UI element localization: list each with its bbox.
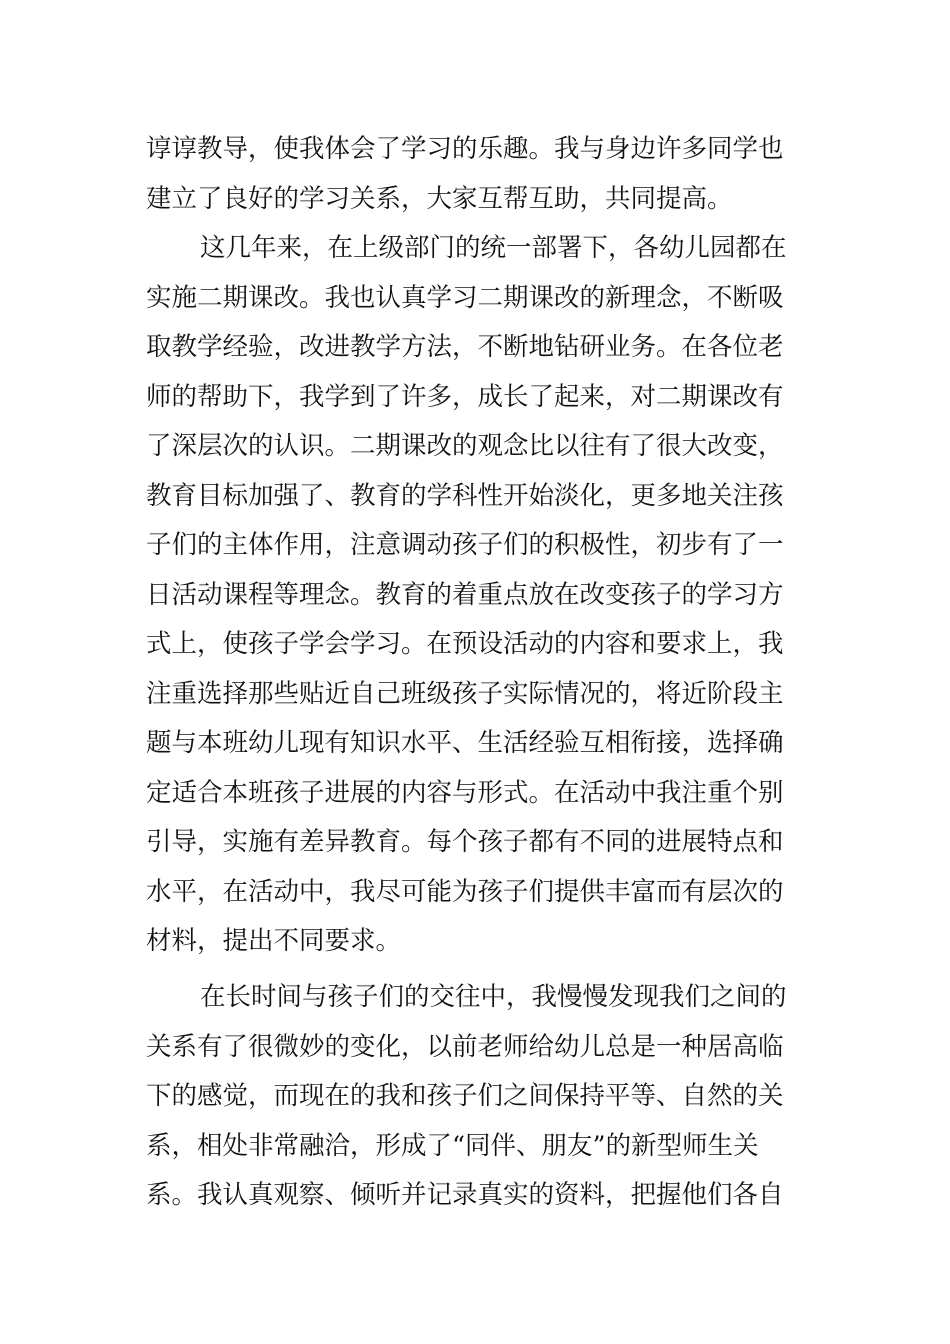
- text-line: 式上，使孩子学会学习。在预设活动的内容和要求上，我: [146, 629, 784, 659]
- text-line: 谆谆教导，使我体会了学习的乐趣。我与身边许多同学也: [146, 134, 784, 164]
- text-line-indented: 这几年来，在上级部门的统一部署下，各幼儿园都在: [200, 233, 787, 263]
- text-line: 定适合本班孩子进展的内容与形式。在活动中我注重个别: [146, 777, 784, 808]
- text-line: 实施二期课改。我也认真学习二期课改的新理念，不断吸: [146, 282, 784, 313]
- text-line: 系，相处非常融洽，形成了“同伴、朋友”的新型师生关: [146, 1130, 759, 1161]
- text-line: 子们的主体作用，注意调动孩子们的积极性，初步有了一: [146, 530, 784, 560]
- text-line: 师的帮助下，我学到了许多，成长了起来，对二期课改有: [146, 381, 784, 412]
- text-line: 注重选择那些贴近自己班级孩子实际情况的，将近阶段主: [146, 678, 784, 709]
- text-line: 教育目标加强了、教育的学科性开始淡化，更多地关注孩: [146, 480, 784, 511]
- text-line: 取教学经验，改进教学方法，不断地钻研业务。在各位老: [146, 332, 784, 362]
- paragraph-curriculum-reform: [146, 224, 814, 967]
- text-line-indented: 在长时间与孩子们的交往中，我慢慢发现我们之间的: [200, 982, 787, 1012]
- text-line: 关系有了很微妙的变化，以前老师给幼儿总是一种居高临: [146, 1031, 784, 1062]
- text-line: 水平，在活动中，我尽可能为孩子们提供丰富而有层次的: [146, 876, 784, 907]
- text-line: 题与本班幼儿现有知识水平、生活经验互相衔接，选择确: [146, 728, 784, 758]
- paragraph-teacher-child-relationship: [146, 973, 814, 1221]
- paragraph-continued: [146, 125, 814, 224]
- text-line: 建立了良好的学习关系，大家互帮互助，共同提高。: [146, 183, 733, 214]
- text-line: 了深层次的认识。二期课改的观念比以往有了很大改变，: [146, 431, 784, 461]
- text-line: 下的感觉，而现在的我和孩子们之间保持平等、自然的关: [146, 1081, 784, 1111]
- text-line: 引导，实施有差异教育。每个孩子都有不同的进展特点和: [146, 827, 784, 857]
- text-line: 系。我认真观察、倾听并记录真实的资料，把握他们各自: [146, 1180, 784, 1210]
- text-line: 日活动课程等理念。教育的着重点放在改变孩子的学习方: [146, 579, 784, 610]
- text-line: 材料，提出不同要求。: [146, 926, 402, 956]
